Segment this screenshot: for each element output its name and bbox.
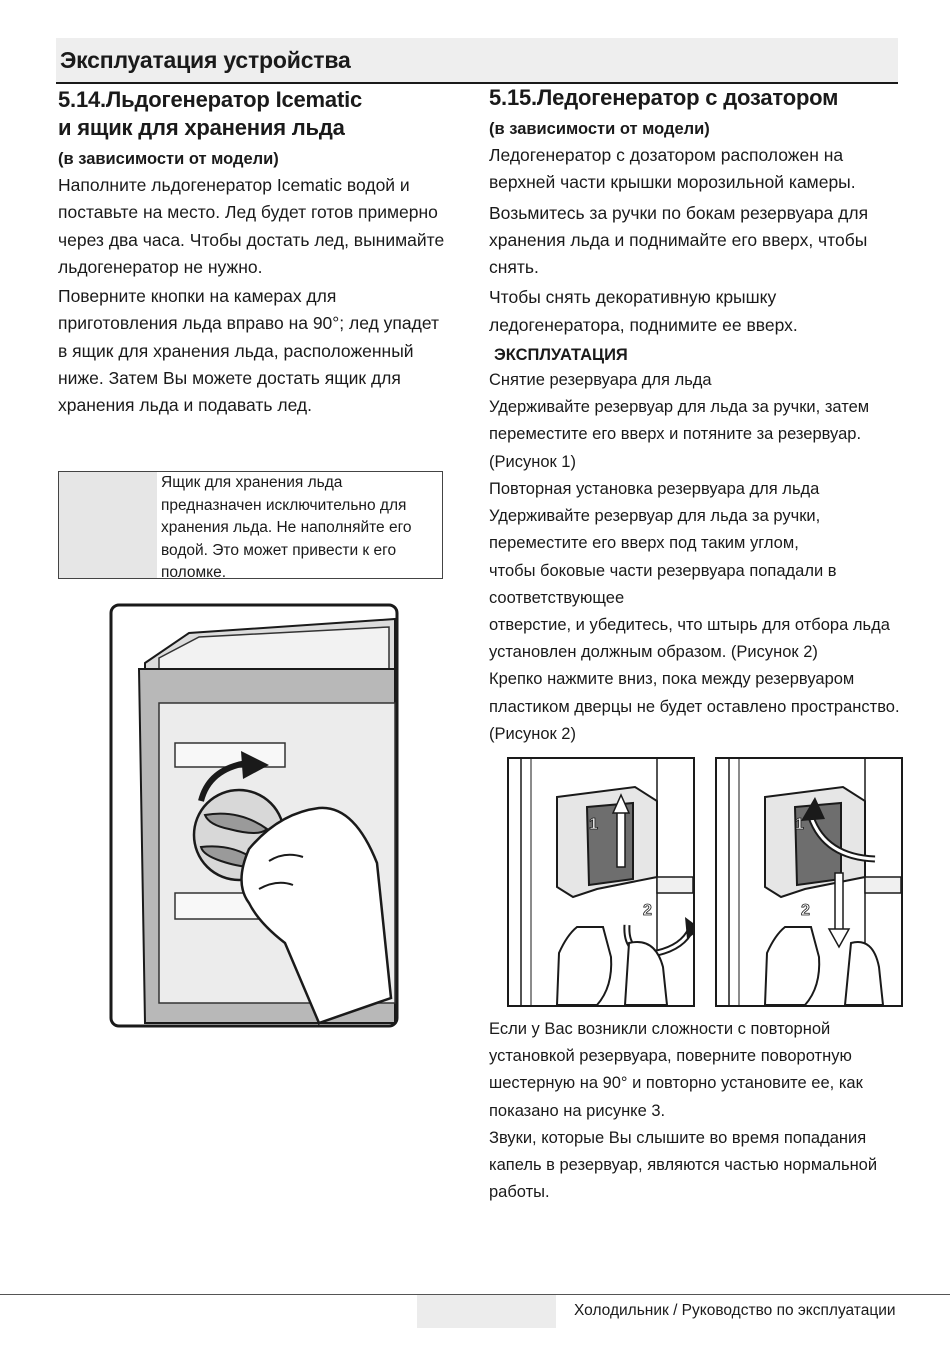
- operation-line: Удерживайте резервуар для льда за ручки, затем переместите его вверх и потяните за резервуар. (Рисунок 1): [489, 398, 870, 471]
- figure-2-label-2: 2: [801, 902, 810, 919]
- right-paragraph: Чтобы снять декоративную крышку ледогенератора, поднимите ее вверх.: [489, 287, 798, 335]
- heading-icematic: 5.14.Льдогенератор Icematic и ящик для хранения льда: [58, 87, 363, 140]
- right-subtitle: (в зависимости от модели): [489, 120, 710, 138]
- note-icon-area: [59, 472, 157, 578]
- operation-line: отверстие, и убедитесь, что штырь для отбора льда установлен должным образом. (Рисунок 2): [489, 615, 890, 662]
- figure-1-label-1: 1: [589, 816, 598, 833]
- figure-2-label-1: 1: [795, 816, 804, 833]
- left-paragraph: Наполните льдогенератор Icematic водой и поставьте на место. Лед будет готов примерно через два часа. Чтобы достать лед, вынимайте льдогенератор не нужно.: [58, 175, 445, 277]
- figure-1-label-2: 2: [643, 902, 652, 919]
- left-paragraph: Поверните кнопки на камерах для приготовления льда вправо на 90°; лед упадет в ящик для хранения льда, расположенный ниже. Затем Вы можете достать ящик для хранения льда и подавать лед.: [58, 286, 439, 416]
- left-column: [58, 86, 448, 422]
- note-box: [58, 471, 443, 579]
- bottom-paragraph: Звуки, которые Вы слышите во время попадания капель в резервуар, являются частью нормальной работы.: [489, 1128, 878, 1202]
- right-column: [489, 84, 909, 748]
- icematic-illustration: [109, 603, 399, 1028]
- figure-1-remove-reservoir: [507, 757, 695, 1007]
- footer-text: Холодильник / Руководство по эксплуатации: [574, 1302, 896, 1319]
- bottom-text-block: [489, 1016, 909, 1206]
- section-title: Эксплуатация устройства: [60, 47, 351, 73]
- operation-line: Крепко нажмите вниз, пока между резервуаром пластиком дверцы не будет оставлено пространство. (Рисунок 2): [489, 670, 900, 743]
- right-paragraph: Возьмитесь за ручки по бокам резервуара для хранения льда и поднимайте его вверх, чтобы снять.: [489, 202, 869, 278]
- operation-line: Повторная установка резервуара для льда: [489, 479, 820, 498]
- note-text: Ящик для хранения льда предназначен исключительно для хранения льда. Не наполняйте его водой. Это может привести к его поломке.: [161, 474, 412, 581]
- page-number-box: [417, 1295, 556, 1328]
- operation-line: Снятие резервуара для льда: [489, 371, 712, 390]
- operation-line: чтобы боковые части резервуара попадали в соответствующее: [489, 561, 837, 607]
- operation-line: Удерживайте резервуар для льда за ручки, переместите его вверх под таким углом,: [489, 507, 821, 553]
- right-paragraph: Ледогенератор с дозатором расположен на верхней части крышки морозильной камеры.: [489, 145, 856, 193]
- figure-2-install-reservoir: [715, 757, 903, 1007]
- heading-ice-dispenser: 5.15.Ледогенератор с дозатором: [489, 85, 839, 110]
- operation-heading: ЭКСПЛУАТАЦИЯ: [494, 346, 628, 365]
- bottom-paragraph: Если у Вас возникли сложности с повторной установкой резервуара, поверните поворотную шестерную на 90° и повторно установите ее, как показано на рисунке 3.: [489, 1020, 863, 1120]
- left-subtitle: (в зависимости от модели): [58, 150, 279, 168]
